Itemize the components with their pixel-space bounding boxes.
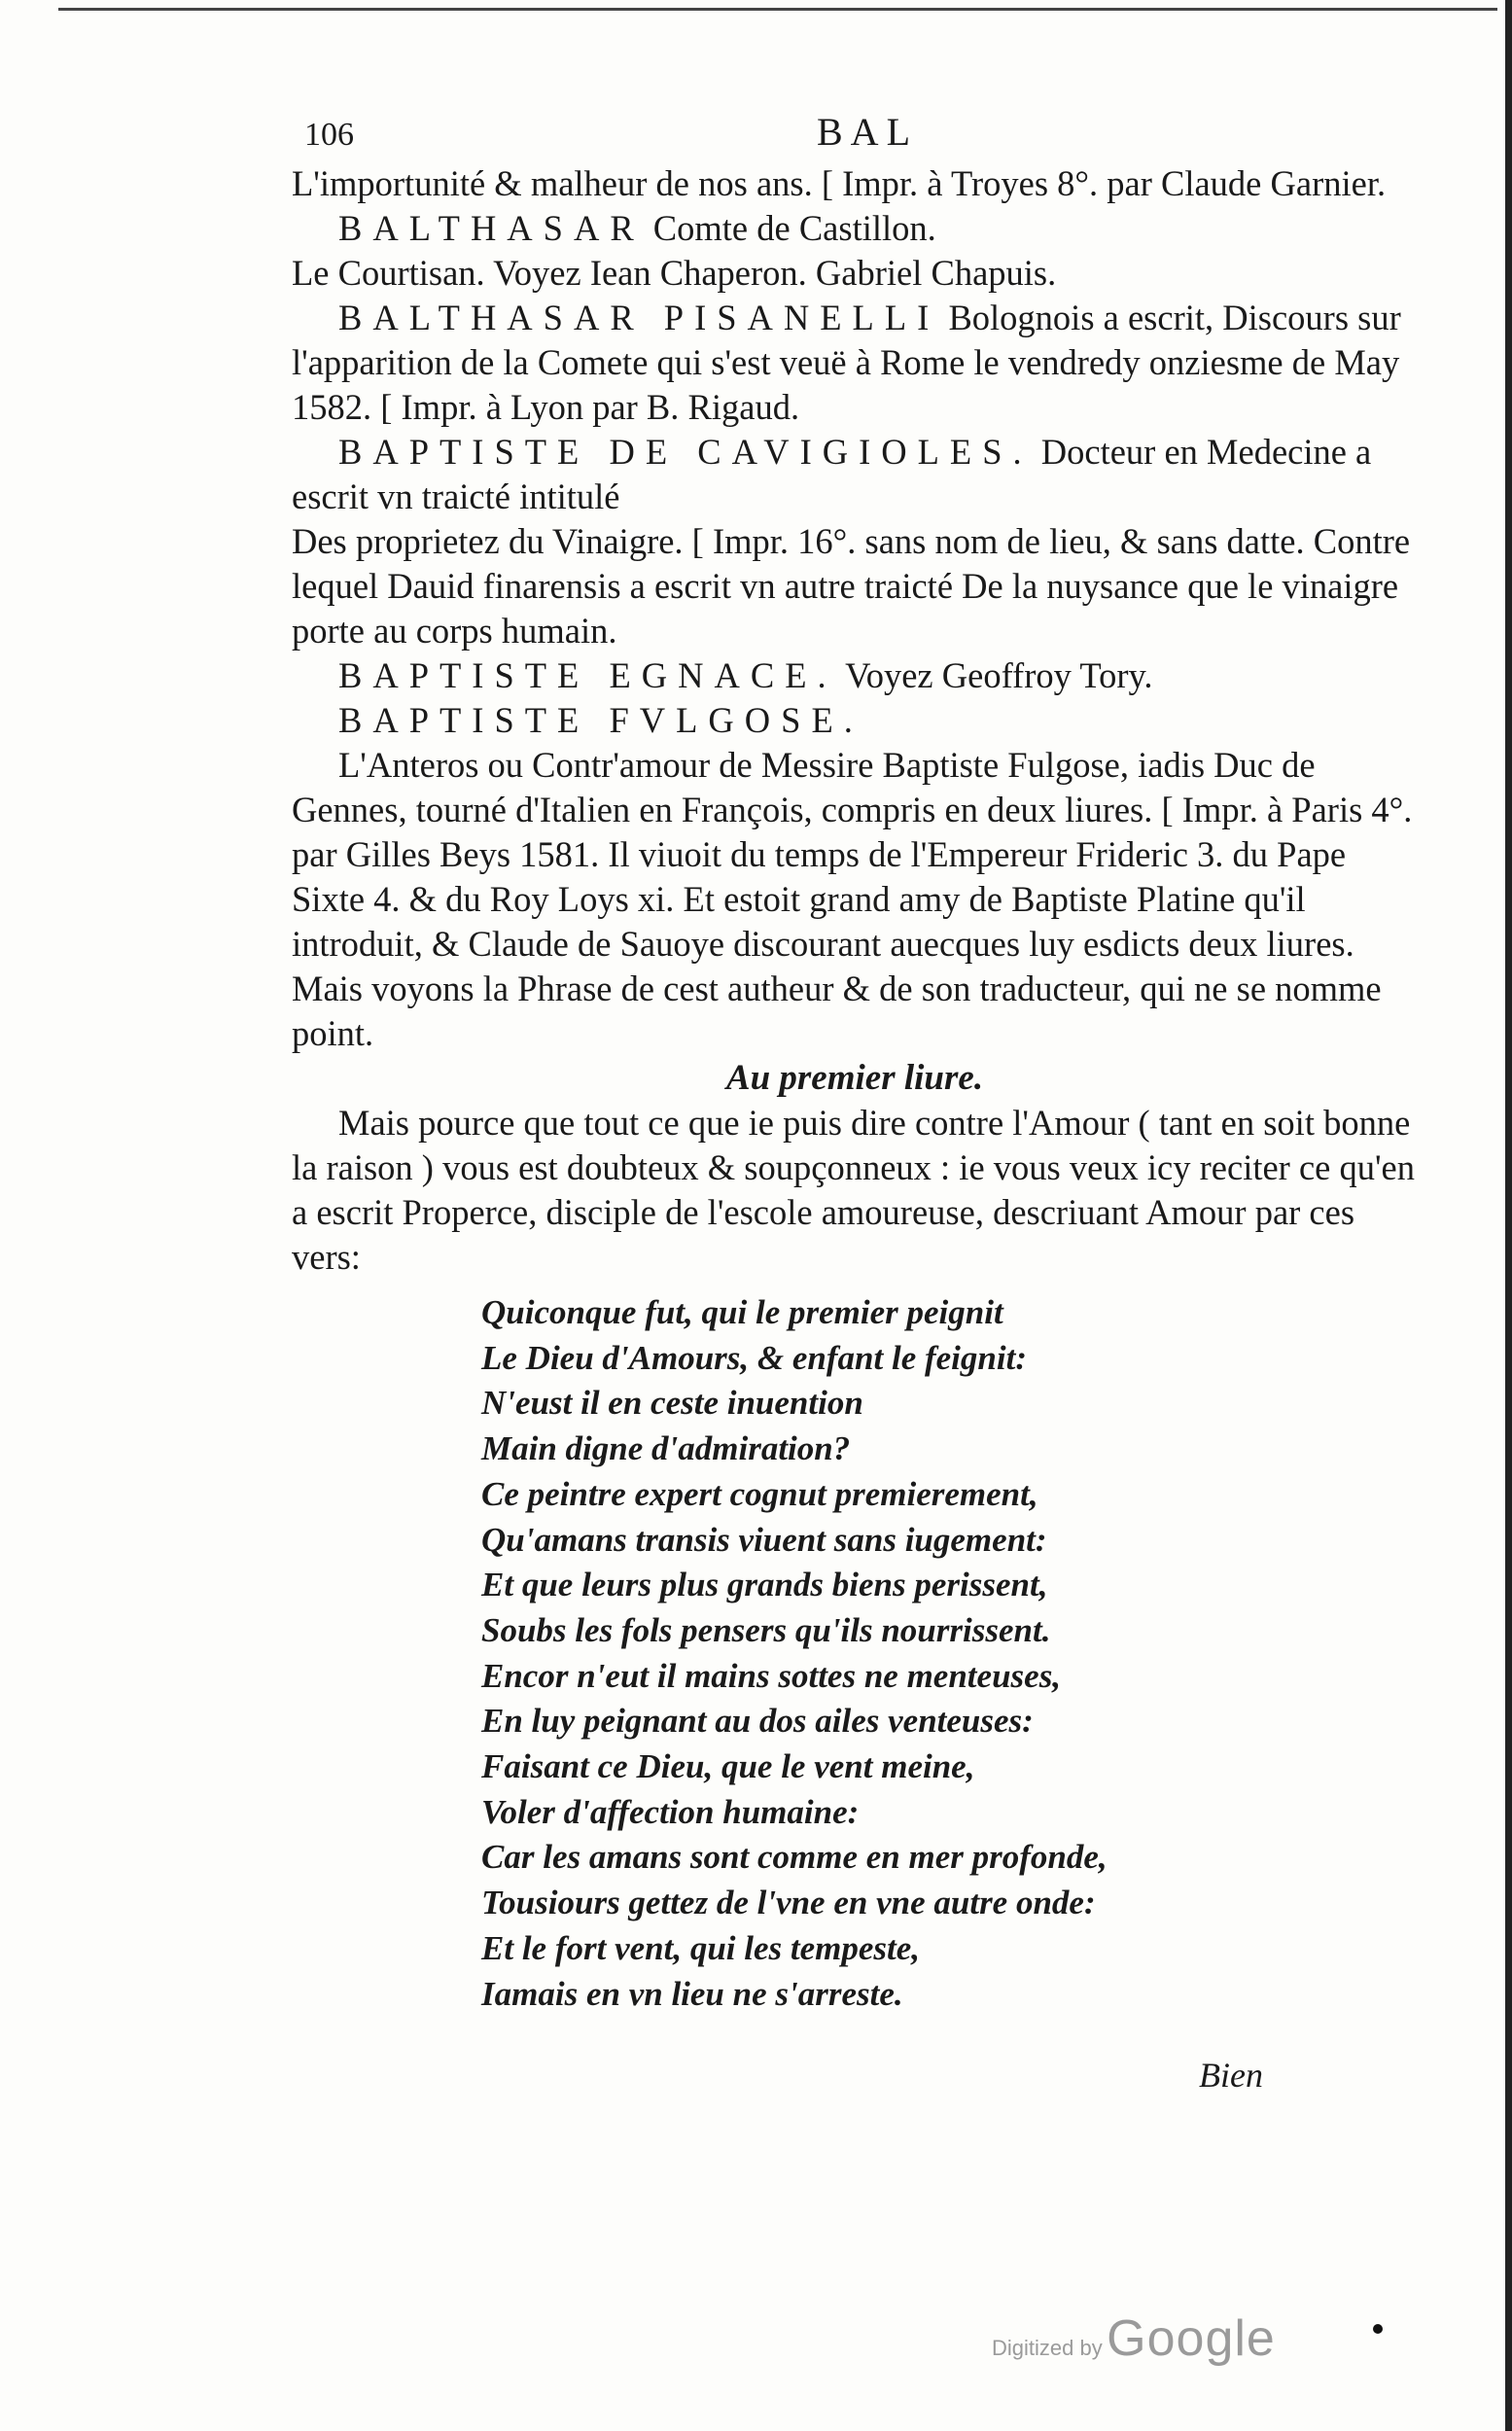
section-subheading: Au premier liure. xyxy=(725,1058,984,1098)
verse-line: Encor n'eut il mains sottes ne menteuses, xyxy=(481,1656,1062,1695)
entry-continuation: L'importunité & malheur de nos ans. [ Impr. à Troyes 8°. par Claude Garnier. xyxy=(292,163,1387,203)
page-number: 106 xyxy=(304,117,354,153)
verse-line: Tousiours gettez de l'vne en vne autre onde: xyxy=(481,1884,1096,1922)
entry-cavigioles: BAPTISTE DE CAVIGIOLES. Docteur en Medecine a escrit vn traicté intitulé xyxy=(292,432,1372,516)
page-gutter-edge xyxy=(1505,0,1512,2431)
intro-paragraph: Mais pource que tout ce que ie puis dire contre l'Amour ( tant en soit bonne la raison ) vous est doubteux & soupçonneux : ie vous veux icy reciter ce qu'en a escrit Properce, disciple de l'escole amoureuse, descriuant Amour par ces vers: xyxy=(292,1103,1416,1277)
verse-line: Et que leurs plus grands biens perissent, xyxy=(481,1566,1048,1604)
entry-name: BAPTISTE DE CAVIGIOLES. xyxy=(338,432,1033,472)
verse-block xyxy=(481,1290,1162,2017)
verse-line: Le Dieu d'Amours, & enfant le feignit: xyxy=(481,1338,1027,1377)
verse-line: En luy peignant au dos ailes venteuses: xyxy=(481,1702,1034,1741)
watermark-prefix: Digitized by xyxy=(992,2336,1103,2360)
top-edge-rule xyxy=(58,0,1497,11)
running-head: BAL xyxy=(817,110,918,154)
main-text xyxy=(292,161,1418,1280)
google-logo: Google xyxy=(1107,2310,1276,2367)
entry-vinaigre: Des proprietez du Vinaigre. [ Impr. 16°. sans nom de lieu, & sans datte. Contre lequel Dauid finarensis a escrit vn autre traicté De la nuysance que le vinaigre porte au corps humain. xyxy=(292,521,1411,651)
verse-line: Soubs les fols pensers qu'ils nourrissent. xyxy=(481,1610,1051,1649)
entry-name: BALTHASAR PISANELLI xyxy=(338,298,940,337)
entry-egnace: BAPTISTE EGNACE. Voyez Geoffroy Tory. xyxy=(338,655,1153,695)
verse-line: Qu'amans transis viuent sans iugement: xyxy=(481,1520,1047,1559)
entry-courtisan: Le Courtisan. Voyez Iean Chaperon. Gabriel Chapuis. xyxy=(292,253,1057,293)
entry-fulgose xyxy=(292,698,1418,743)
ink-spot xyxy=(1373,2324,1383,2334)
verse-line: Main digne d'admiration? xyxy=(481,1429,851,1468)
entry-name: BAPTISTE EGNACE. xyxy=(338,655,837,695)
verse-line: Ce peintre expert cognut premierement, xyxy=(481,1474,1038,1513)
entry-balthasar: BALTHASAR Comte de Castillon. xyxy=(338,208,936,248)
verse-line: Car les amans sont comme en mer profonde, xyxy=(481,1838,1108,1877)
verse-line: Quiconque fut, qui le premier peignit xyxy=(481,1293,1003,1331)
verse-line: N'eust il en ceste inuention xyxy=(481,1384,863,1423)
catchword: Bien xyxy=(1199,2056,1263,2095)
entry-pisanelli: BALTHASAR PISANELLI Bolognois a escrit, Discours sur l'apparition de la Comete qui s'est veuë à Rome le vendredy onziesme de May 1582. [ Impr. à Lyon par B. Rigaud. xyxy=(292,298,1401,427)
verse-line: Et le fort vent, qui les tempeste, xyxy=(481,1928,921,1967)
entry-anteros: L'Anteros ou Contr'amour de Messire Baptiste Fulgose, iadis Duc de Gennes, tourné d'Italien en François, compris en deux liures. [ Impr. à Paris 4°. par Gilles Beys 1581. Il viuoit du temps de l'Empereur Frideric 3. du Pape Sixte 4. & du Roy Loys xi. Et estoit grand amy de Baptiste Platine qu'il introduit, & Claude de Sauoye discourant auecques luy esdicts deux liures. Mais voyons la Phrase de cest autheur & de son traducteur, qui ne se nomme point. xyxy=(292,745,1413,1053)
verse-line: Faisant ce Dieu, que le vent meine, xyxy=(481,1747,975,1786)
entry-name: BALTHASAR xyxy=(338,208,645,248)
entry-name: BAPTISTE FVLGOSE. xyxy=(338,700,863,740)
verse-line: Iamais en vn lieu ne s'arreste. xyxy=(481,1974,903,2013)
digitized-watermark xyxy=(992,2309,1276,2368)
verse-line: Voler d'affection humaine: xyxy=(481,1792,860,1831)
